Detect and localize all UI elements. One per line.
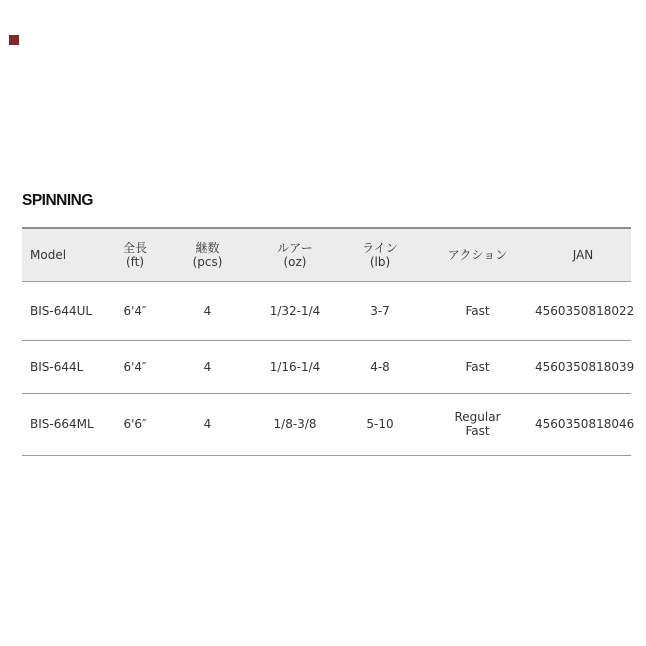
cell-action-line1: Regular (454, 410, 501, 424)
section-title: SPINNING (22, 192, 93, 209)
column-header-line (340, 228, 420, 281)
column-header-lure (250, 228, 340, 281)
cell-action-line2: Fast (465, 424, 490, 438)
column-header-action (420, 228, 535, 281)
column-header-model (22, 228, 105, 281)
cell-model: BIS-644L (30, 359, 84, 374)
cell-model: BIS-644UL (30, 303, 93, 318)
column-header-pieces-label: 継数 (195, 240, 220, 255)
column-header-length-unit: (ft) (125, 254, 145, 269)
cell-action: Fast (465, 303, 490, 318)
cell-model: BIS-664ML (30, 417, 94, 431)
column-header-length (105, 228, 165, 281)
spec-table-header-row (22, 228, 631, 281)
cell-length: 6'6″ (123, 417, 147, 431)
cell-length: 6'4″ (123, 359, 147, 374)
column-header-jan-label: JAN (572, 247, 594, 262)
column-header-lure-unit: (oz) (283, 254, 307, 269)
cell-lure: 1/32-1/4 (269, 303, 321, 318)
column-header-line-label: ライン (362, 240, 398, 255)
table-row (22, 281, 631, 340)
cell-jan: 4560350818039 (535, 359, 635, 374)
column-header-jan (535, 228, 631, 281)
cell-jan: 4560350818022 (535, 303, 635, 318)
cell-line: 5-10 (366, 417, 394, 431)
cell-pieces: 4 (203, 359, 212, 374)
spec-table (22, 227, 635, 456)
table-row (22, 393, 631, 455)
cell-lure: 1/16-1/4 (269, 359, 321, 374)
column-header-line-unit: (lb) (369, 254, 391, 269)
cell-pieces: 4 (203, 417, 212, 431)
cell-line: 3-7 (370, 303, 390, 318)
column-header-lure-label: ルアー (277, 240, 313, 255)
column-header-model-label: Model (30, 247, 67, 262)
column-header-action-label: アクション (447, 247, 508, 262)
page-marker-square (9, 35, 19, 45)
cell-action (420, 393, 535, 455)
cell-lure: 1/8-3/8 (273, 417, 317, 431)
column-header-length-label: 全長 (122, 240, 147, 255)
cell-line: 4-8 (370, 359, 390, 374)
table-row (22, 340, 631, 393)
cell-length: 6'4″ (123, 303, 147, 318)
column-header-pieces-unit: (pcs) (192, 254, 223, 269)
cell-jan: 4560350818046 (535, 417, 635, 431)
cell-pieces: 4 (203, 303, 212, 318)
cell-action: Fast (465, 359, 490, 374)
column-header-pieces (165, 228, 250, 281)
